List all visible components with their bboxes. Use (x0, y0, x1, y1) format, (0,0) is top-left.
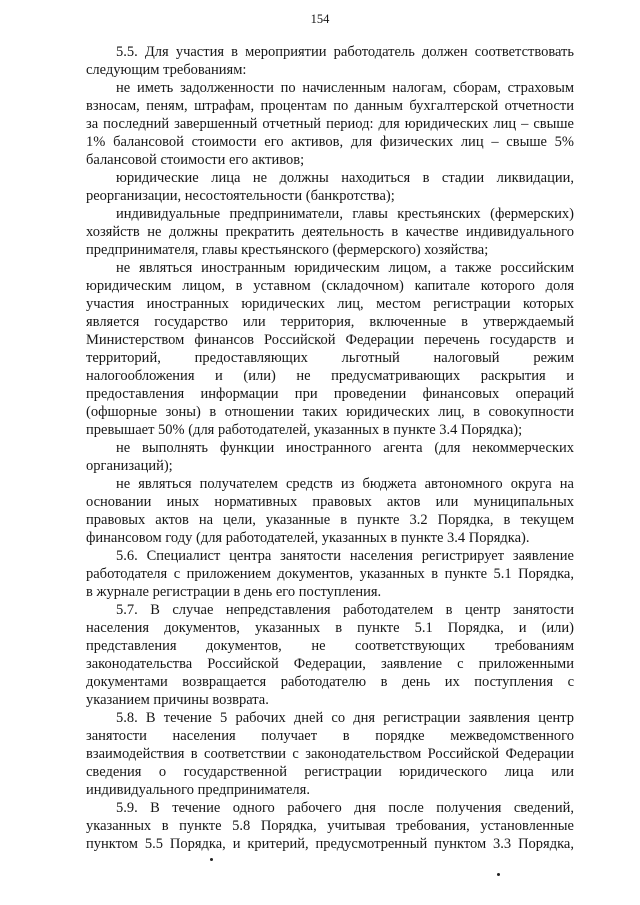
text-line: является государство или территория, включенные в утверждаемый (86, 314, 574, 330)
text-line: хозяйств не должны прекратить деятельность в качестве индивидуального (86, 224, 574, 240)
text-line: следующим требованиям: (86, 62, 247, 78)
text-line: участия иностранных юридических лиц, местом регистрации которых (86, 296, 574, 312)
text-line: превышает 50% (для работодателей, указанных в пункте 3.4 Порядка); (86, 422, 523, 438)
text-line: 5.6. Специалист центра занятости населения регистрирует заявление (116, 548, 574, 564)
text-line: указанных в пункте 5.8 Порядка, учитывая требования, установленные (86, 818, 574, 834)
text-line: индивидуальные предприниматели, главы крестьянских (фермерских) (116, 206, 574, 222)
scan-speck (210, 858, 213, 861)
scan-speck (497, 873, 500, 876)
text-line: пунктом 5.5 Порядка, и критерий, предусмотренный пунктом 3.3 Порядка, (86, 836, 574, 852)
text-line: юридическим лицом, в уставном (складочном) капитале которого доля (86, 278, 574, 294)
page-number: 154 (310, 12, 330, 26)
text-line: 5.5. Для участия в мероприятии работодатель должен соответствовать (116, 44, 574, 60)
text-line: налогообложения и (или) не предусматривающих раскрытия и (86, 368, 574, 384)
text-line: 5.9. В течение одного рабочего дня после получения сведений, (116, 800, 574, 816)
text-line: не являться получателем средств из бюджета автономного округа на (116, 476, 574, 492)
text-line: реорганизации, несостоятельности (банкротства); (86, 188, 395, 204)
text-line: Министерством финансов Российской Федерации перечень государств и (86, 332, 574, 348)
text-line: юридические лица не должны находиться в стадии ликвидации, (116, 170, 574, 186)
text-line: сведения о государственной регистрации юридического лица или (86, 764, 574, 780)
text-line: указанием причины возврата. (86, 692, 269, 708)
text-line: предпринимателя, главы крестьянского (фермерского) хозяйства; (86, 242, 489, 258)
text-line: не выполнять функции иностранного агента (для некоммерческих (116, 440, 574, 456)
text-line: организаций); (86, 458, 173, 474)
text-line: 5.8. В течение 5 рабочих дней со дня регистрации заявления центр (116, 710, 574, 726)
text-line: предоставления информации при проведении финансовых операций (86, 386, 574, 402)
text-line: взаимодействия в соответствии с законодательством Российской Федерации (86, 746, 574, 762)
text-line: представления документов, не соответствующих требованиям (86, 638, 574, 654)
text-line: взносам, пеням, штрафам, процентам по данным бухгалтерской отчетности (86, 98, 574, 114)
text-line: основании иных нормативных правовых актов или муниципальных (86, 494, 574, 510)
text-line: индивидуального предпринимателя. (86, 782, 310, 798)
text-line: не являться иностранным юридическим лицом, а также российским (116, 260, 574, 276)
text-line: за последний завершенный отчетный период: для юридических лиц – свыше (86, 116, 574, 132)
text-line: территорий, предоставляющих льготный налоговый режим (86, 350, 574, 366)
text-line: документами возвращается работодателю в день их поступления с (86, 674, 574, 690)
text-line: не иметь задолженности по начисленным налогам, сборам, страховым (116, 80, 574, 96)
text-line: в журнале регистрации в день его поступления. (86, 584, 382, 600)
text-line: населения документов, указанных в пункте 5.1 Порядка, и (или) (86, 620, 574, 636)
text-line: 1% балансовой стоимости его активов, для физических лиц – свыше 5% (86, 134, 574, 150)
text-line: балансовой стоимости его активов; (86, 152, 305, 168)
text-line: 5.7. В случае непредставления работодателем в центр занятости (116, 602, 574, 618)
text-line: (офшорные зоны) в отношении таких юридических лиц, в совокупности (86, 404, 574, 420)
text-line: правовых актов на цели, указанные в пункте 3.2 Порядка, в текущем (86, 512, 574, 528)
text-line: законодательства Российской Федерации, заявление с приложенными (86, 656, 574, 672)
text-line: работодателя с приложением документов, указанных в пункте 5.1 Порядка, (86, 566, 574, 582)
text-line: занятости населения получает в порядке межведомственного (86, 728, 574, 744)
text-line: финансовом году (для работодателей, указанных в пункте 3.4 Порядка). (86, 530, 530, 546)
